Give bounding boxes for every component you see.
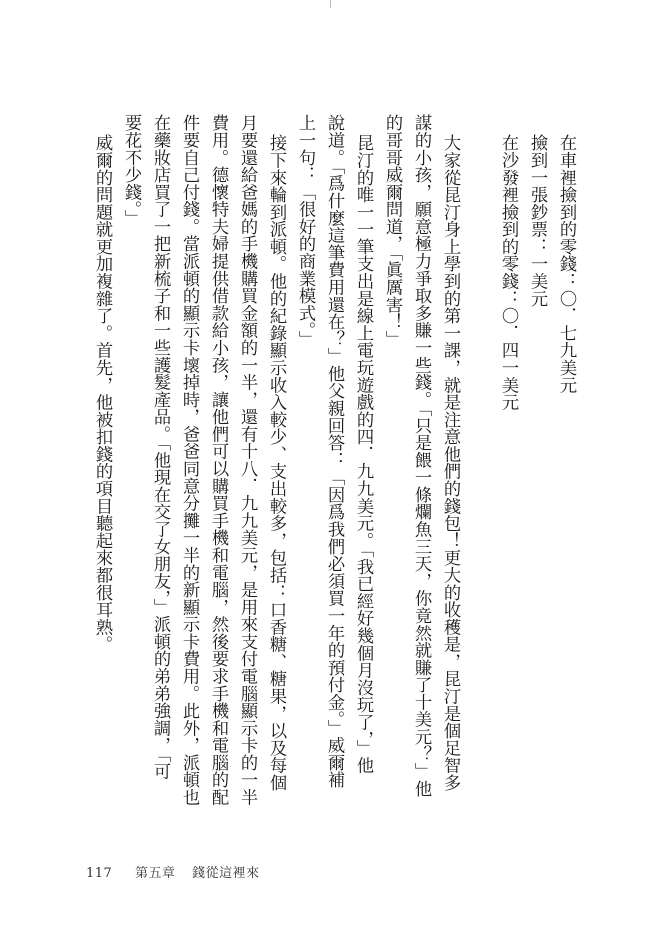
- chapter-title: 錢從這裡來: [192, 866, 260, 881]
- paragraph-line: 大家從昆汀身上學到的第一課，就是注意他們的錢包！更大的收穫是，昆汀是個足智多: [440, 134, 460, 792]
- paragraph-line: 費用。德懷特夫婦提供借款給小孩，讓他們可以購買手機和電腦，然後要求手機和電腦的配: [208, 114, 228, 806]
- page-footer: [86, 862, 260, 881]
- paragraph-line: 的哥哥威爾問道，「眞厲害！」: [382, 114, 402, 348]
- paragraph-line: 要花不少錢。」: [121, 114, 141, 227]
- paragraph-line: 昆汀的唯一一筆支出是線上電玩遊戲的四．九九美元。「我已經好幾個月沒玩了，」他: [353, 134, 373, 774]
- paragraph-line: 月要還給爸媽的手機購買金額的一半，還有十八．九九美元，是用來支付電腦顯示卡的一半: [237, 114, 257, 806]
- paragraph-line: 說道。「爲什麼這筆費用還在？」他父親回答：「因爲我們必須買一年的預付金。」威爾補: [324, 114, 344, 789]
- list-item-sofa-coins: 在沙發裡撿到的零錢：〇．四一美元: [498, 134, 518, 411]
- paragraph-line: 謀的小孩，願意極力爭取多賺一些錢。「只是餵一條爛魚三天，你竟然就賺了十美元？」他: [411, 114, 431, 797]
- paragraph-line: 件要自己付錢。當派頓的顯示卡壞掉時，爸爸同意分攤一半的新顯示卡費用。此外，派頓也: [179, 114, 199, 806]
- paragraph-line: 在藥妝店買了一把新梳子和一些護髮產品。「他現在交了女朋友，」派頓的弟弟強調，「可: [150, 114, 170, 780]
- paragraph-line: 威爾的問題就更加複雜了。首先，他被扣錢的項目聽起來都很耳熟。: [92, 134, 112, 653]
- paragraph-line: 上一句：「很好的商業模式。」: [295, 114, 315, 348]
- chapter-label: 第五章: [134, 866, 176, 881]
- page-number: 117: [86, 866, 113, 881]
- list-item-banknote: 撿到一張鈔票：一美元: [527, 134, 547, 307]
- list-item-car-coins: 在車裡撿到的零錢：〇．七九美元: [556, 134, 576, 394]
- paragraph-line: 接下來輪到派頓。他的紀錄顯示收入較少、支出較多，包括：口香糖、糖果，以及每個: [266, 134, 286, 792]
- crop-mark: [330, 0, 331, 8]
